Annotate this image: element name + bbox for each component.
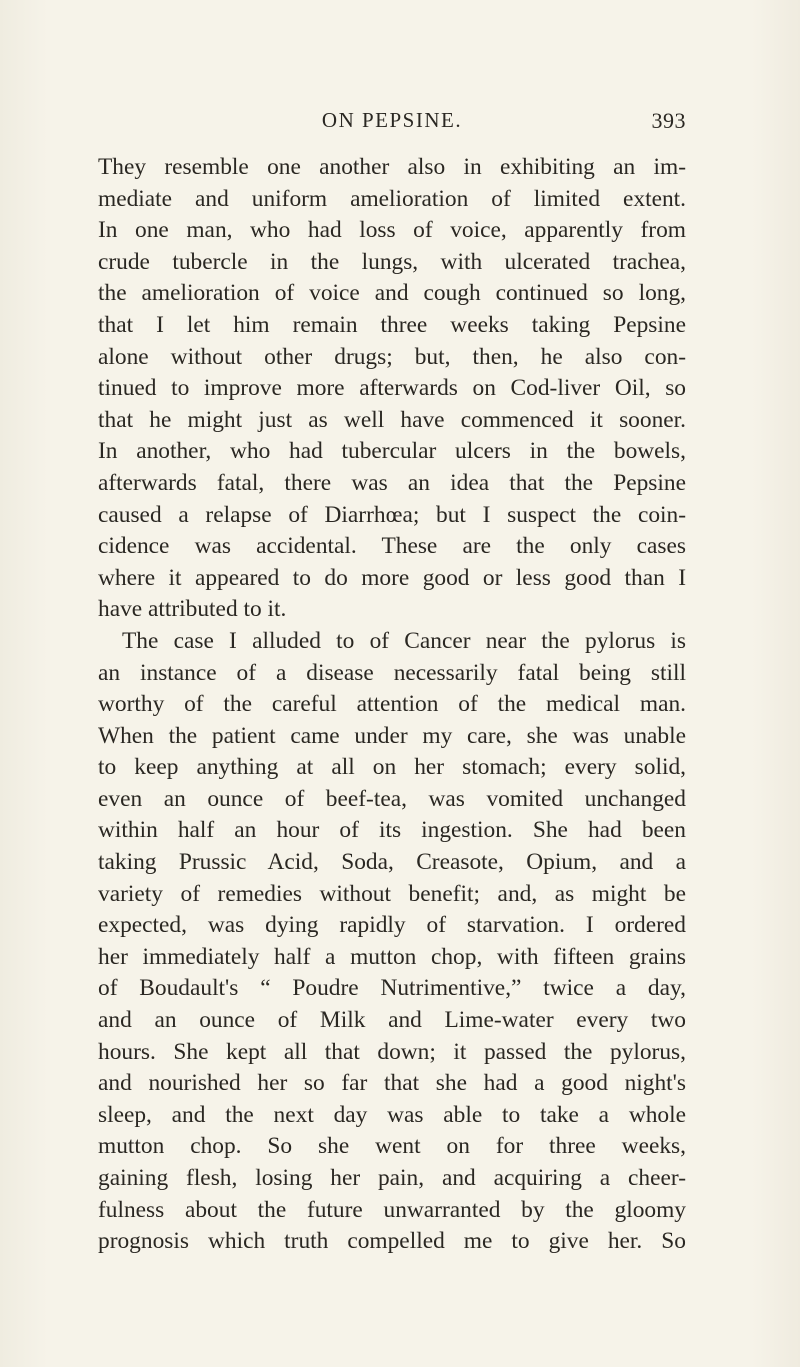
running-title: ON PEPSINE.	[321, 108, 463, 132]
text-line: worthy of the careful attention of the medical man.	[98, 691, 686, 718]
text-line: where it appeared to do more good or less good than I	[98, 564, 686, 591]
text-line: afterwards fatal, there was an idea that the Pepsine	[98, 469, 686, 496]
text-line: prognosis which truth compelled me to give her. So	[98, 1228, 686, 1255]
text-line: sleep, and the next day was able to take a whole	[98, 1101, 686, 1128]
text-line: variety of remedies without benefit; and, as might be	[98, 880, 686, 907]
text-line: cidence was accidental. These are the only cases	[98, 533, 686, 560]
text-line: crude tubercle in the lungs, with ulcerated trachea,	[98, 248, 686, 275]
running-header	[98, 108, 686, 138]
page-number: 393	[651, 108, 686, 133]
text-line: and nourished her so far that she had a good night's	[98, 1070, 686, 1097]
text-line: and an ounce of Milk and Lime-water every two	[98, 1007, 686, 1034]
text-line: within half an hour of its ingestion. She had been	[98, 817, 686, 844]
text-line: hours. She kept all that down; it passed the pylorus,	[98, 1038, 686, 1065]
text-line: mutton chop. So she went on for three weeks,	[98, 1133, 686, 1160]
text-line: alone without other drugs; but, then, he also con-	[98, 343, 686, 370]
text-line: When the patient came under my care, she was unable	[98, 722, 686, 749]
text-line: expected, was dying rapidly of starvation. I ordered	[98, 912, 686, 939]
paragraph-end-line: have attributed to it.	[98, 596, 287, 623]
text-line: tinued to improve more afterwards on Cod-liver Oil, so	[98, 375, 686, 402]
text-line: In another, who had tubercular ulcers in the bowels,	[98, 438, 686, 465]
text-line: mediate and uniform amelioration of limited extent.	[98, 185, 686, 212]
paragraph-start-line: The case I alluded to of Cancer near the pylorus is	[122, 627, 686, 654]
text-line: fulness about the future unwarranted by the gloomy	[98, 1196, 686, 1223]
text-line: to keep anything at all on her stomach; every solid,	[98, 754, 686, 781]
text-line: taking Prussic Acid, Soda, Creasote, Opium, and a	[98, 849, 686, 876]
body-text	[98, 152, 686, 1258]
text-line: that I let him remain three weeks taking Pepsine	[98, 311, 686, 338]
text-line: gaining flesh, losing her pain, and acquiring a cheer-	[98, 1165, 686, 1191]
text-line: that he might just as well have commenced it sooner.	[98, 406, 686, 433]
text-line: They resemble one another also in exhibiting an im-	[98, 154, 686, 180]
text-line: her immediately half a mutton chop, with fifteen grains	[98, 943, 686, 970]
text-line: of Boudault's “ Poudre Nutrimentive,” twice a day,	[98, 975, 686, 1002]
text-line: the amelioration of voice and cough continued so long,	[98, 280, 686, 307]
text-line: caused a relapse of Diarrhœa; but I suspect the coin-	[98, 501, 686, 528]
text-line: an instance of a disease necessarily fatal being still	[98, 659, 686, 686]
text-line: even an ounce of beef-tea, was vomited unchanged	[98, 785, 686, 812]
text-line: In one man, who had loss of voice, apparently from	[98, 217, 686, 244]
